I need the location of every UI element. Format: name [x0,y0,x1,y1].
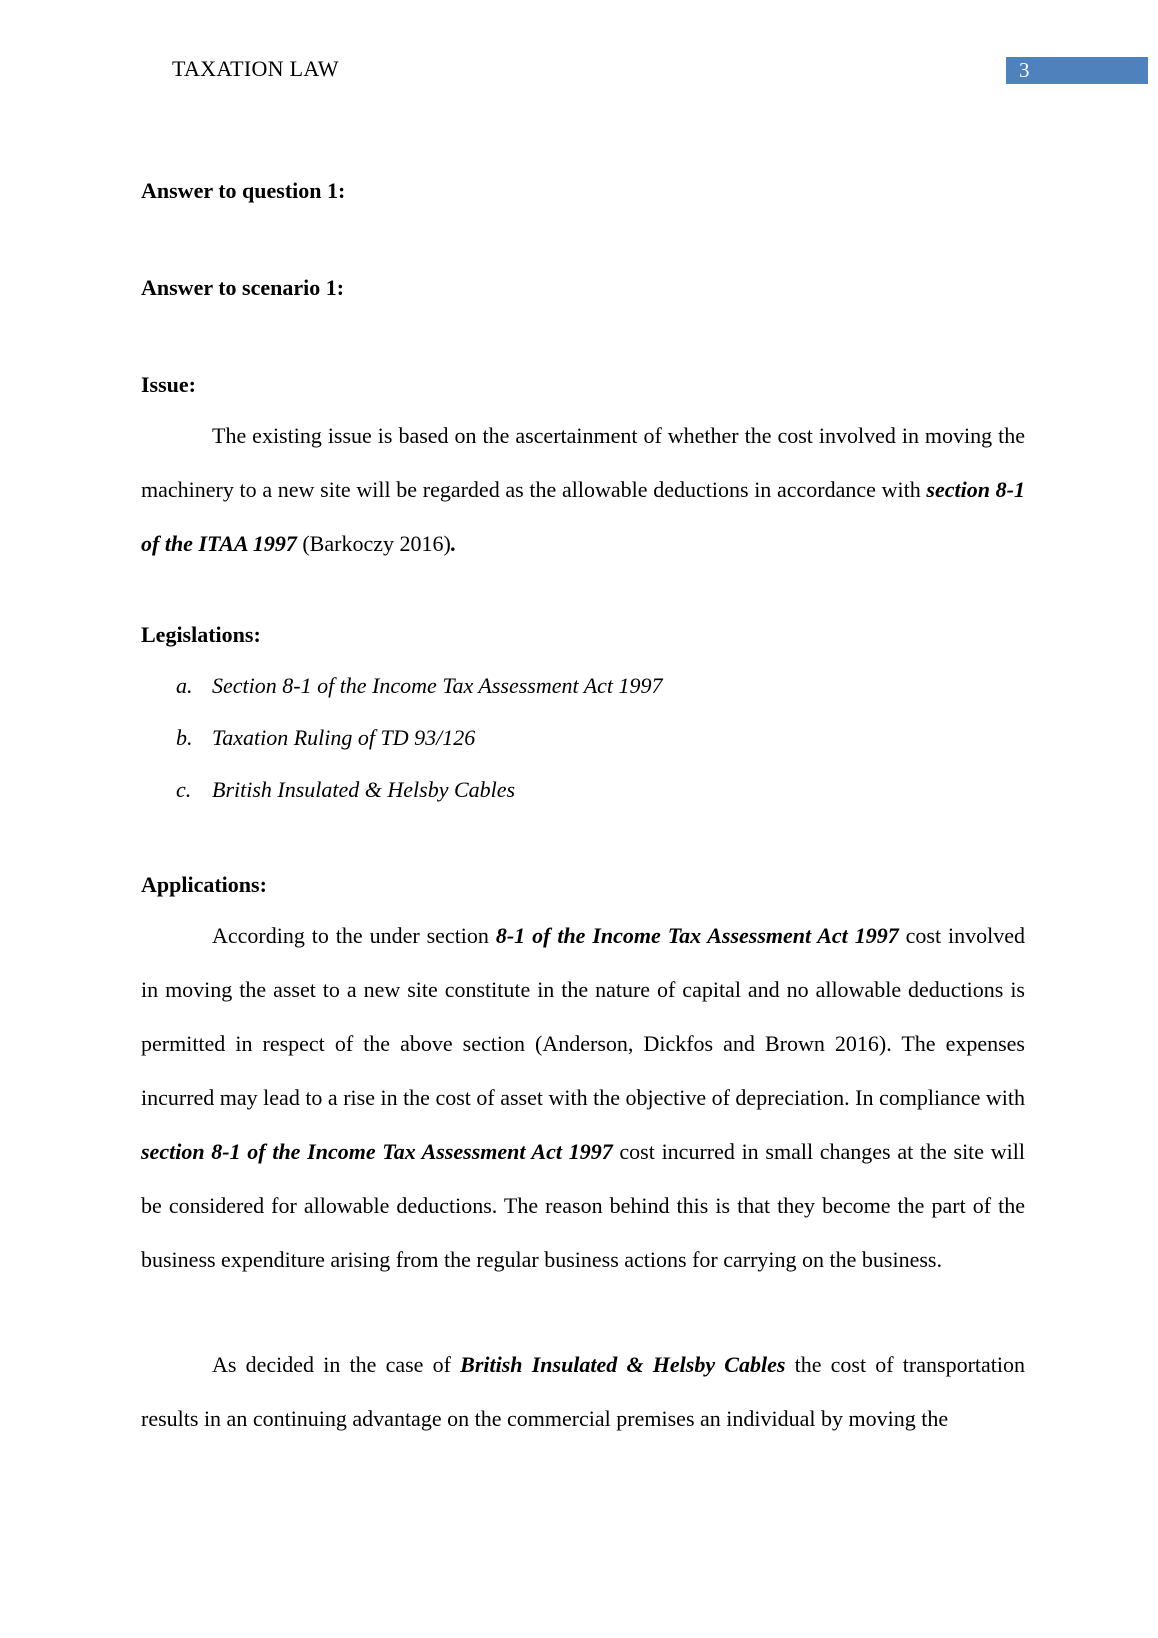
list-item-text: Section 8-1 of the Income Tax Assessment Act 1997 [212,673,663,698]
heading-legislations: Legislations: [141,622,261,647]
issue-paragraph [141,409,1025,571]
list-item-text: Taxation Ruling of TD 93/126 [212,725,476,750]
heading-answer-scenario-1: Answer to scenario 1: [141,275,345,300]
applications-paragraph-2 [141,1338,1025,1446]
applications-paragraph-1 [141,909,1025,1287]
issue-section-ref: section 8-1 of the ITAA 1997 [141,477,1025,556]
legislation-item-b [176,725,475,751]
issue-text-1: The existing issue is based on the ascertainment of whether the cost involved in moving the machinery to a new site will be regarded as the allowable deductions in accordance with [141,423,1025,502]
legislation-item-a [176,673,663,699]
app1-text-2: cost involved in moving the asset to a new site constitute in the nature of capital and no allowable deductions is permitted in respect of the above section (Anderson, Dickfos and Brown 2016). The expenses incurred may lead to a rise in the cost of asset with the objective of depreciation. In compliance with [141,923,1025,1110]
header-title: TAXATION LAW [172,56,339,81]
list-marker: a. [176,673,193,698]
list-item-text: British Insulated & Helsby Cables [212,777,516,802]
legislation-item-c [176,777,515,803]
issue-citation: (Barkoczy 2016) [296,531,451,556]
app2-text-2: the cost of transportation results in an continuing advantage on the commercial premises an individual by moving the [141,1352,1025,1431]
issue-period: . [450,531,457,556]
heading-answer-question-1: Answer to question 1: [141,178,346,203]
app2-text-1: As decided in the case of [212,1352,461,1377]
app2-case-name: British Insulated & Helsby Cables [460,1352,786,1377]
app1-section-ref-1: 8-1 of the Income Tax Assessment Act 1997 [495,923,899,948]
page-number: 3 [1006,57,1148,84]
list-marker: b. [176,725,193,750]
heading-applications: Applications: [141,872,267,897]
list-marker: c. [176,777,192,802]
app1-text-3: cost incurred in small changes at the site will be considered for allowable deductions. The reason behind this is that they become the part of the business expenditure arising from the regular business actions for carrying on the business. [141,1139,1025,1272]
heading-issue: Issue: [141,372,197,397]
app1-text-1: According to the under section [212,923,496,948]
app1-section-ref-2: section 8-1 of the Income Tax Assessment Act 1997 [141,1139,613,1164]
